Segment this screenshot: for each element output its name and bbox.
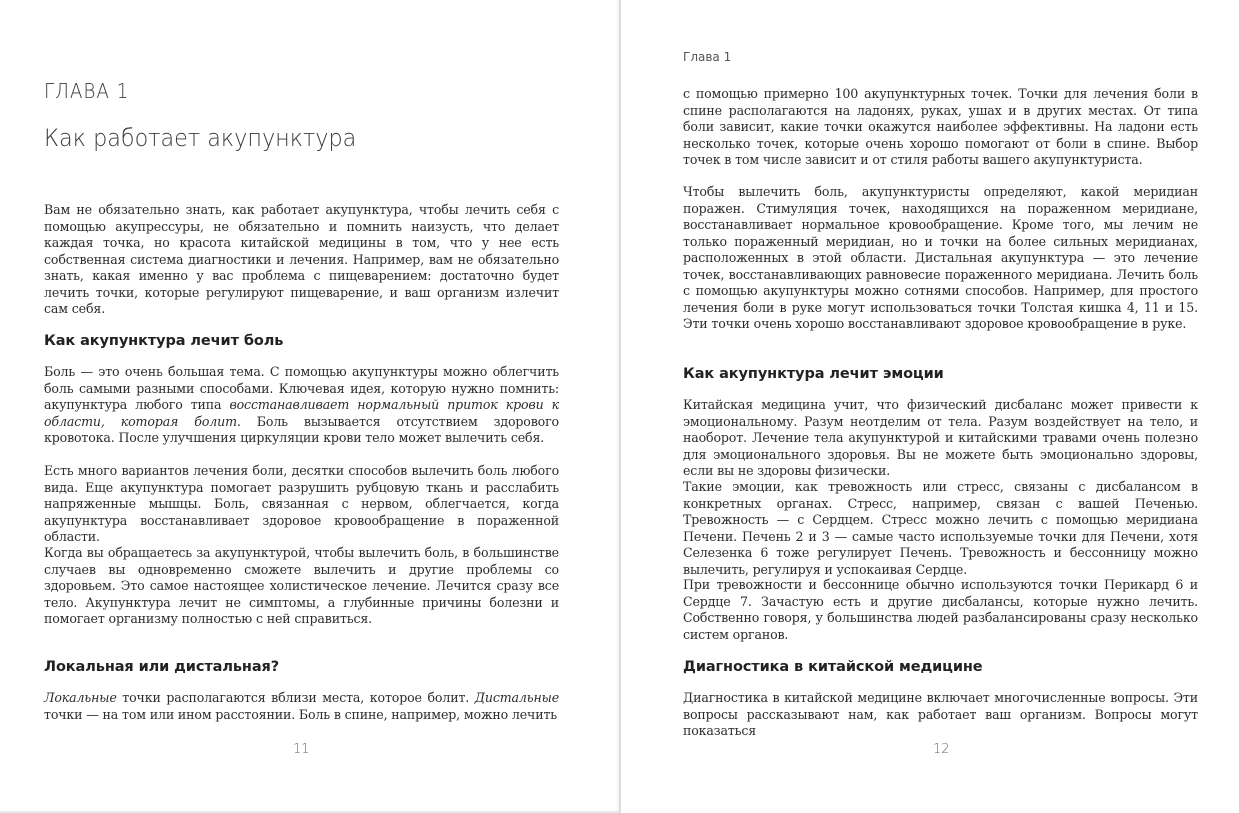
section-heading-diagnostics: Диагностика в китайской медицине	[683, 659, 983, 675]
emotions-paragraph-1: Китайская медицина учит, что физический дисбаланс может привести к эмоциональному. Разум неотделим от тела. Разум воздействует на тело, и наоборот. Лечение тела акупунктурой и китайскими травами очень полезно для эмоционального здоровья. Вы не можете быть эмоционально здоровы, если вы не здоровы физически.	[683, 397, 1198, 478]
running-head: Глава 1	[683, 50, 732, 64]
text-span: Боль — это очень большая тема. С помощью акупунктуры можно облегчить боль самыми разными способами. Ключевая идея, которую нужно помнить: акупунктура любого типа	[44, 364, 559, 412]
intro-paragraph: Вам не обязательно знать, как работает акупунктура, чтобы лечить себя с помощью акупрессуры, не обязательно и помнить наизусть, что делает каждая точка, но красота китайской медицины в том, что у нее есть собственная система диагностики и лечения. Например, вам не обязательно знать, какая именно у вас проблема с пищеварением: достаточно будет лечить точки, которые регулируют пищеварение, и ваш организм излечит сам себя.	[44, 202, 559, 316]
diagnostics-paragraph: Диагностика в китайской медицине включает многочисленные вопросы. Эти вопросы рассказывают нам, как работает ваш организм. Вопросы могут показаться	[683, 690, 1198, 738]
italic-emphasis: восстанавливает нормальный приток крови к области, которая болит	[44, 397, 559, 429]
chapter-label: ГЛАВА 1	[44, 79, 130, 103]
meridian-paragraph: Чтобы вылечить боль, акупунктуристы определяют, какой меридиан поражен. Стимуляция точек, находящихся на пораженном меридиане, восстанавливает нормальное кровообращение. Кроме того, мы лечим не только пораженный меридиан, но и точки на более сильных меридианах, расположенных в этой области. Дистальная акупунктура — это лечение точек, восстанавливающих равновесие пораженного меридиана. Лечить боль с помощью акупунктуры можно сотнями способов. Например, для простого лечения боли в руке могут использоваться точки Толстая кишка 4, 11 и 15. Эти точки очень хорошо восстанавливают здоровое кровообращение в руке.	[683, 184, 1198, 331]
local-distal-paragraph	[44, 690, 559, 723]
emotions-paragraph-2: Такие эмоции, как тревожность или стресс, связаны с дисбалансом в конкретных органах. Стресс, например, связан с вашей Печенью. Тревожность — с Сердцем. Стресс можно лечить с помощью меридиана Печени. Печень 2 и 3 — самые часто используемые точки для Печени, хотя Селезенка 6 тоже регулирует Печень. Тревожность и бессонницу можно вылечить, регулируя и успокаивая Сердце.	[683, 479, 1198, 577]
page-number: 11	[293, 742, 310, 757]
text-span: . Боль вызывается отсутствием здорового кровотока. После улучшения циркуляции крови тело может вылечить себя.	[44, 413, 559, 445]
section-heading-emotions: Как акупунктура лечит эмоции	[683, 366, 944, 382]
chapter-title: Как работает акупунктура	[44, 124, 357, 152]
continuation-paragraph: с помощью примерно 100 акупунктурных точек. Точки для лечения боли в спине располагаются на ладонях, руках, ушах и в других местах. От типа боли зависит, какие точки окажутся наиболее эффективны. На ладони есть несколько точек, которые очень хорошо помогают от боли в спине. Выбор точек в том числе зависит и от стиля работы вашего акупунктуриста.	[683, 86, 1198, 167]
page-number: 12	[933, 742, 950, 757]
italic-emphasis: Дистальные	[474, 690, 559, 705]
italic-emphasis: Локальные	[44, 690, 117, 705]
pain-paragraph-2: Есть много вариантов лечения боли, десятки способов вылечить боль любого вида. Еще акупунктура помогает разрушить рубцовую ткань и расслабить напряженные мышцы. Боль, связанная с нервом, облегчается, когда акупунктура восстанавливает здоровое кровообращение в пораженной области.	[44, 463, 559, 544]
section-heading-local-distal: Локальная или дистальная?	[44, 659, 280, 675]
text-span: точки располагаются вблизи места, которое болит.	[116, 690, 475, 705]
section-heading-pain: Как акупунктура лечит боль	[44, 333, 284, 349]
text-span: точки — на том или ином расстоянии. Боль в спине, например, можно лечить	[44, 706, 558, 722]
emotions-paragraph-3: При тревожности и бессоннице обычно используются точки Перикард 6 и Сердце 7. Зачастую есть и другие дисбалансы, которые нужно лечить. Собственно говоря, у большинства людей разбалансированы сразу несколько систем органов.	[683, 577, 1198, 642]
pain-paragraph-1	[44, 364, 559, 447]
pain-paragraph-3: Когда вы обращаетесь за акупунктурой, чтобы вылечить боль, в большинстве случаев вы одновременно сможете вылечить и другие проблемы со здоровьем. Это самое настоящее холистическое лечение. Лечится сразу все тело. Акупунктура лечит не симптомы, а глубинные причины болезни и помогает организму полностью с ней справиться.	[44, 545, 559, 626]
